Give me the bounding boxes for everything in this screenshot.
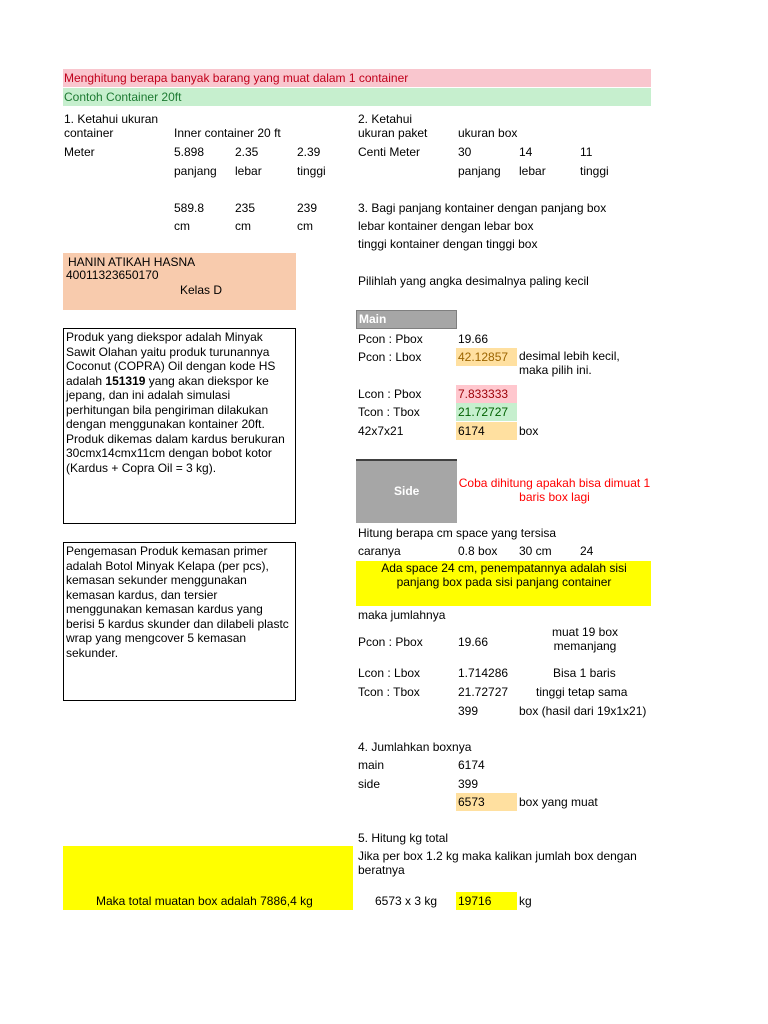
main-row-label: Pcon : Pbox: [358, 332, 423, 346]
step3-line-2: lebar kontainer dengan lebar box: [358, 219, 534, 233]
main-row-value: 7.833333: [458, 387, 509, 401]
box-dim-tinggi: tinggi: [580, 164, 609, 178]
space-title: Hitung berapa cm space yang tersisa: [358, 526, 557, 540]
step2-heading: 2. Ketahui: [358, 112, 413, 126]
side-row-label: Lcon : Lbox: [358, 666, 421, 680]
step3-line-3: tinggi kontainer dengan tinggi box: [358, 237, 538, 251]
cm-unit-panjang: cm: [174, 219, 190, 233]
box-tinggi: 11: [580, 145, 593, 159]
main-row-value: 21.72727: [458, 405, 509, 419]
step5-heading: 5. Hitung kg total: [358, 831, 449, 845]
calc-value: 19716: [458, 894, 492, 908]
packaging-description-box: [63, 542, 296, 701]
sum-side-label: side: [358, 777, 381, 791]
step5-description: Jika per box 1.2 kg maka kalikan jumlah box dengan beratnya: [358, 849, 637, 877]
cm-unit-tinggi: cm: [297, 219, 313, 233]
sum-main-label: main: [358, 758, 385, 772]
caranya-result: 24: [580, 544, 594, 558]
inner-container-label: Inner container 20 ft: [174, 126, 281, 140]
side-row-note: muat 19 box memanjang: [551, 625, 619, 653]
main-row-note: desimal lebih kecil, maka pilih ini.: [519, 349, 620, 377]
sum-total-value: 6573: [458, 795, 485, 809]
cm-lebar: 235: [235, 201, 256, 215]
step2-heading-2: ukuran paket: [358, 126, 428, 140]
sum-main-value: 6174: [458, 758, 485, 772]
dim-label-panjang: panjang: [174, 164, 217, 178]
dim-label-tinggi: tinggi: [297, 164, 326, 178]
page-title: Menghitung berapa banyak barang yang muat dalam 1 container: [64, 71, 409, 85]
side-row-label: Tcon : Tbox: [358, 685, 420, 699]
main-row-value: 42.12857: [458, 350, 509, 364]
side-row-value: 1.714286: [458, 666, 509, 680]
meter-panjang: 5.898: [174, 145, 205, 159]
student-class: Kelas D: [180, 283, 223, 297]
caranya-cm: 30 cm: [519, 544, 552, 558]
step3-line-1: 3. Bagi panjang kontainer dengan panjang box: [358, 201, 607, 215]
meter-tinggi: 2.39: [297, 145, 321, 159]
caranya-box: 0.8 box: [458, 544, 498, 558]
packaging-text: Pengemasan Produk kemasan primer adalah Botol Minyak Kelapa (per pcs), kemasan sekunder menggunakan kemasan kardus, dan tersier menggunakan kemasan kardus yang berisi 5 kardus skunder dan dilabeli plastc wrap yang mengcover 5 kemasan sekunder.: [66, 544, 289, 660]
product-description-box: [63, 328, 296, 524]
main-row-label: Pcon : Lbox: [358, 350, 422, 364]
box-size-label: ukuran box: [458, 126, 518, 140]
sum-total-note: box yang muat: [519, 795, 598, 809]
hs-code: 151319: [105, 373, 146, 388]
calc-unit: kg: [519, 894, 532, 908]
box-panjang: 30: [458, 145, 472, 159]
main-row-note: box: [519, 424, 539, 438]
box-lebar: 14: [519, 145, 533, 159]
meter-lebar: 2.35: [235, 145, 259, 159]
caranya-label: caranya: [358, 544, 401, 558]
cm-panjang: 589.8: [174, 201, 205, 215]
total-text: Maka total muatan box adalah 7886,4 kg: [96, 894, 313, 908]
maka-jumlah-label: maka jumlahnya: [358, 608, 446, 622]
step1-heading-2: container: [64, 126, 114, 140]
side-row-value: 19.66: [458, 635, 489, 649]
side-note: Coba dihitung apakah bisa dimuat 1 baris box lagi: [458, 476, 651, 504]
dim-label-lebar: lebar: [235, 164, 262, 178]
centimeter-label: Centi Meter: [358, 145, 421, 159]
box-dim-panjang: panjang: [458, 164, 501, 178]
side-row-note: Bisa 1 baris: [553, 666, 616, 680]
space-note: Ada space 24 cm, penempatannya adalah sisi panjang box pada sisi panjang container: [381, 561, 627, 589]
main-row-label: 42x7x21: [358, 424, 404, 438]
step1-heading: 1. Ketahui ukuran: [64, 112, 159, 126]
cm-tinggi: 239: [297, 201, 318, 215]
side-label: Side: [394, 484, 420, 498]
step4-heading: 4. Jumlahkan boxnya: [358, 740, 472, 754]
page-subtitle: Contoh Container 20ft: [64, 90, 182, 104]
main-row-value: 6174: [458, 424, 485, 438]
main-row-value: 19.66: [458, 332, 489, 346]
sum-side-value: 399: [458, 777, 479, 791]
side-row-value: 21.72727: [458, 685, 509, 699]
cm-unit-lebar: cm: [235, 219, 251, 233]
side-row-note: tinggi tetap sama: [536, 685, 628, 699]
calc-label: 6573 x 3 kg: [375, 894, 438, 908]
main-label: Main: [359, 312, 387, 326]
main-row-label: Tcon : Tbox: [358, 405, 420, 419]
product-text-b: yang akan diekspor ke jepang, dan ini adalah simulasi perhitungan bila pengiriman dilakukan dengan menggunakan kontainer 20ft. Produk dikemas dalam kardus berukuran 30cmx14cmx11cm dengan bobot kotor (Kardus + Copra Oil = 3 kg).: [66, 373, 285, 475]
pick-smallest-note: Pilihlah yang angka desimalnya paling kecil: [358, 274, 589, 288]
main-row-label: Lcon : Pbox: [358, 387, 422, 401]
product-text-a: Produk yang diekspor adalah Minyak Sawit Olahan yaitu produk turunannya Coconut (COPRA) Oil dengan kode HS adalah: [66, 330, 276, 388]
student-name: HANIN ATIKAH HASNA: [68, 255, 196, 269]
side-row-note: box (hasil dari 19x1x21): [519, 704, 647, 718]
side-row-value: 399: [458, 704, 479, 718]
student-nim: 40011323650170: [66, 268, 159, 282]
side-row-label: Pcon : Pbox: [358, 635, 423, 649]
box-dim-lebar: lebar: [519, 164, 546, 178]
meter-label: Meter: [64, 145, 95, 159]
